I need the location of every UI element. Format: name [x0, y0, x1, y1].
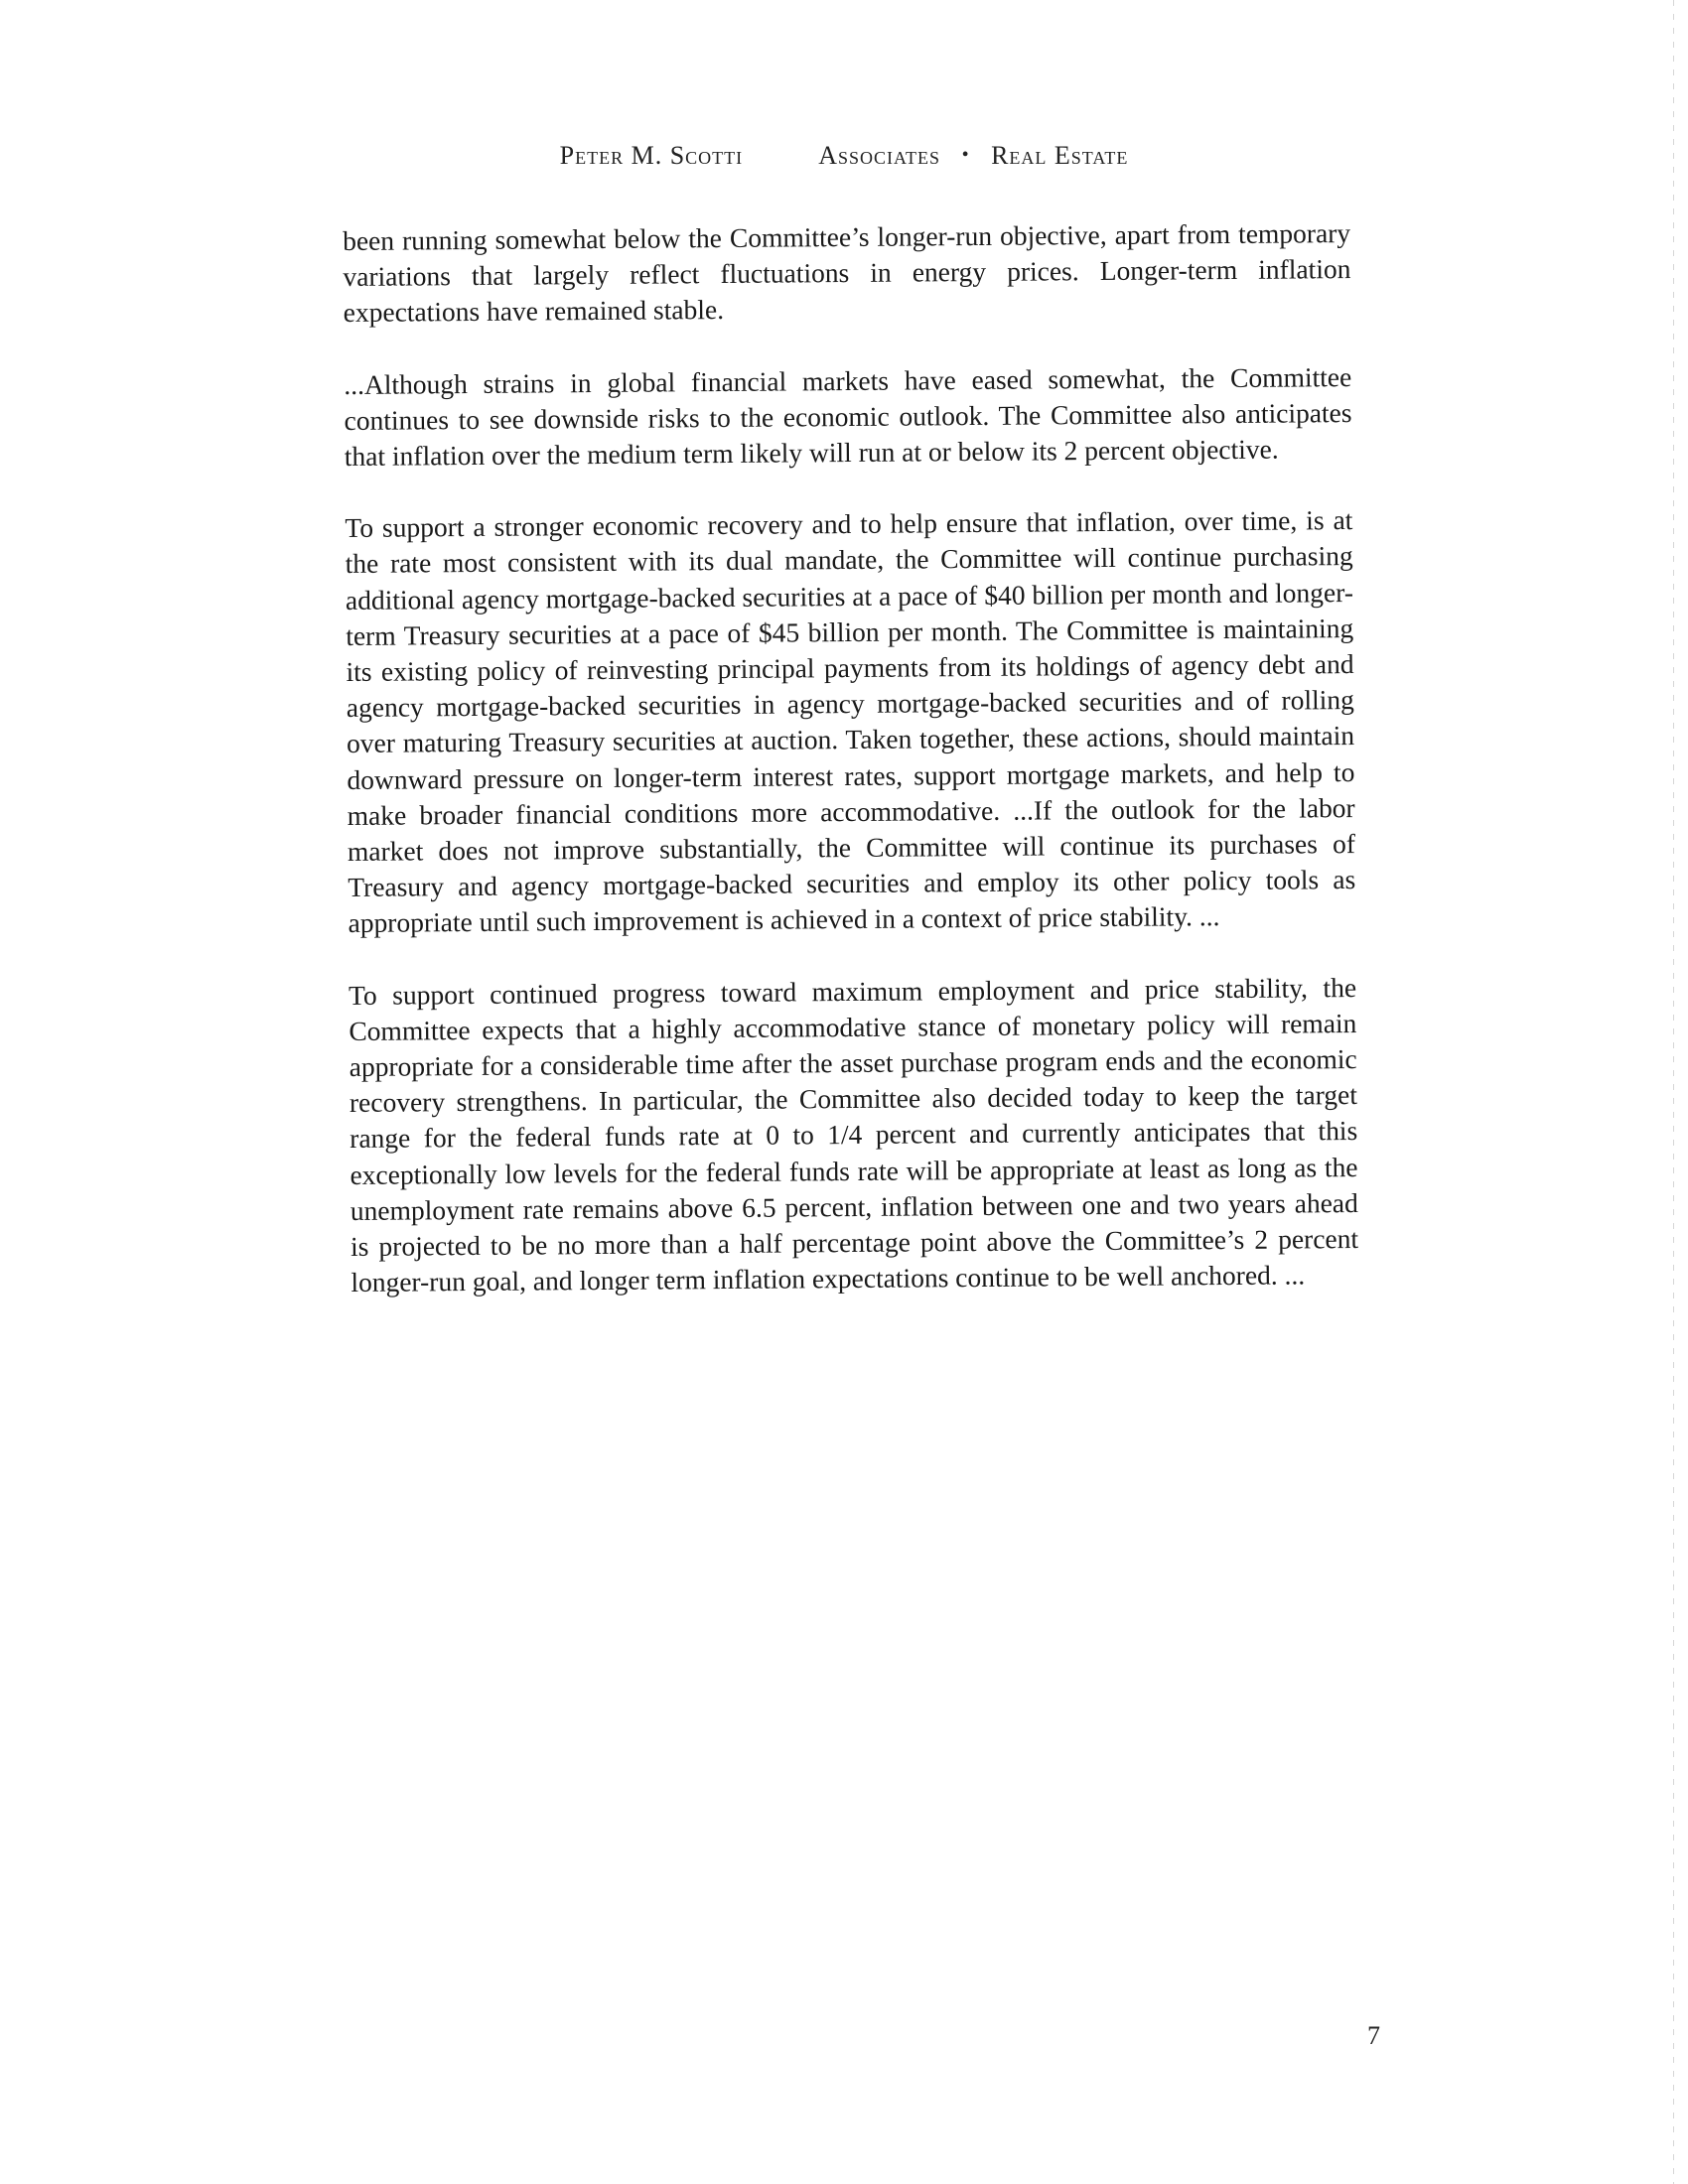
bullet-separator-icon: • — [961, 144, 970, 166]
paragraph-downside-risks: ...Although strains in global financial markets have eased somewhat, the Committee continues to see downside risks to the economic outlook. The Committee also anticipates that inflation over the medium term likely will run at or below its 2 percent objective. — [344, 360, 1352, 473]
letterhead-business: Real Estate — [991, 141, 1129, 170]
letterhead-name: Peter M. Scotti — [559, 141, 744, 170]
page-number: 7 — [1367, 2021, 1380, 2050]
body-text — [343, 215, 1359, 1336]
letterhead-firm: Associates — [818, 141, 941, 170]
paragraph-inflation-continuation: been running somewhat below the Committee’s longer-run objective, apart from temporary variations that largely reflect fluctuations in energy prices. Longer-term inflation expectations have remained stable. — [343, 217, 1351, 329]
scan-edge-artifact — [1673, 0, 1674, 2184]
paragraph-federal-funds-rate: To support continued progress toward maximum employment and price stability, the Committee expects that a highly accommodative stance of monetary policy will remain appropriate for a considerable time after the asset purchase program ends and the economic recovery strengthens. In particular, the Committee also decided today to keep the target range for the federal funds rate at 0 to 1/4 percent and currently anticipates that this exceptionally low levels for the federal funds rate will be appropriate at least as long as the unemployment rate remains above 6.5 percent, inflation between one and two years ahead is projected to be no more than a half percentage point above the Committee’s 2 percent longer-run goal, and longer term inflation expectations continue to be well anchored. ... — [348, 971, 1359, 1298]
letterhead — [0, 141, 1688, 171]
paragraph-asset-purchases: To support a stronger economic recovery and to help ensure that inflation, over time, is at the rate most consistent with its dual mandate, the Committee will continue purchasing additional agency mortgage-backed securities at a pace of $40 billion per month and longer-term Treasury securities at a pace of $45 billion per month. The Committee is maintaining its existing policy of reinvesting principal payments from its holdings of agency debt and agency mortgage-backed securities in agency mortgage-backed securities and of rolling over maturing Treasury securities at auction. Taken together, these actions, should maintain downward pressure on longer-term interest rates, support mortgage markets, and help to make broader financial conditions more accommodative. ...If the outlook for the labor market does not improve substantially, the Committee will continue its purchases of Treasury and agency mortgage-backed securities and employ its other policy tools as appropriate until such improvement is achieved in a context of price stability. ... — [345, 504, 1356, 939]
